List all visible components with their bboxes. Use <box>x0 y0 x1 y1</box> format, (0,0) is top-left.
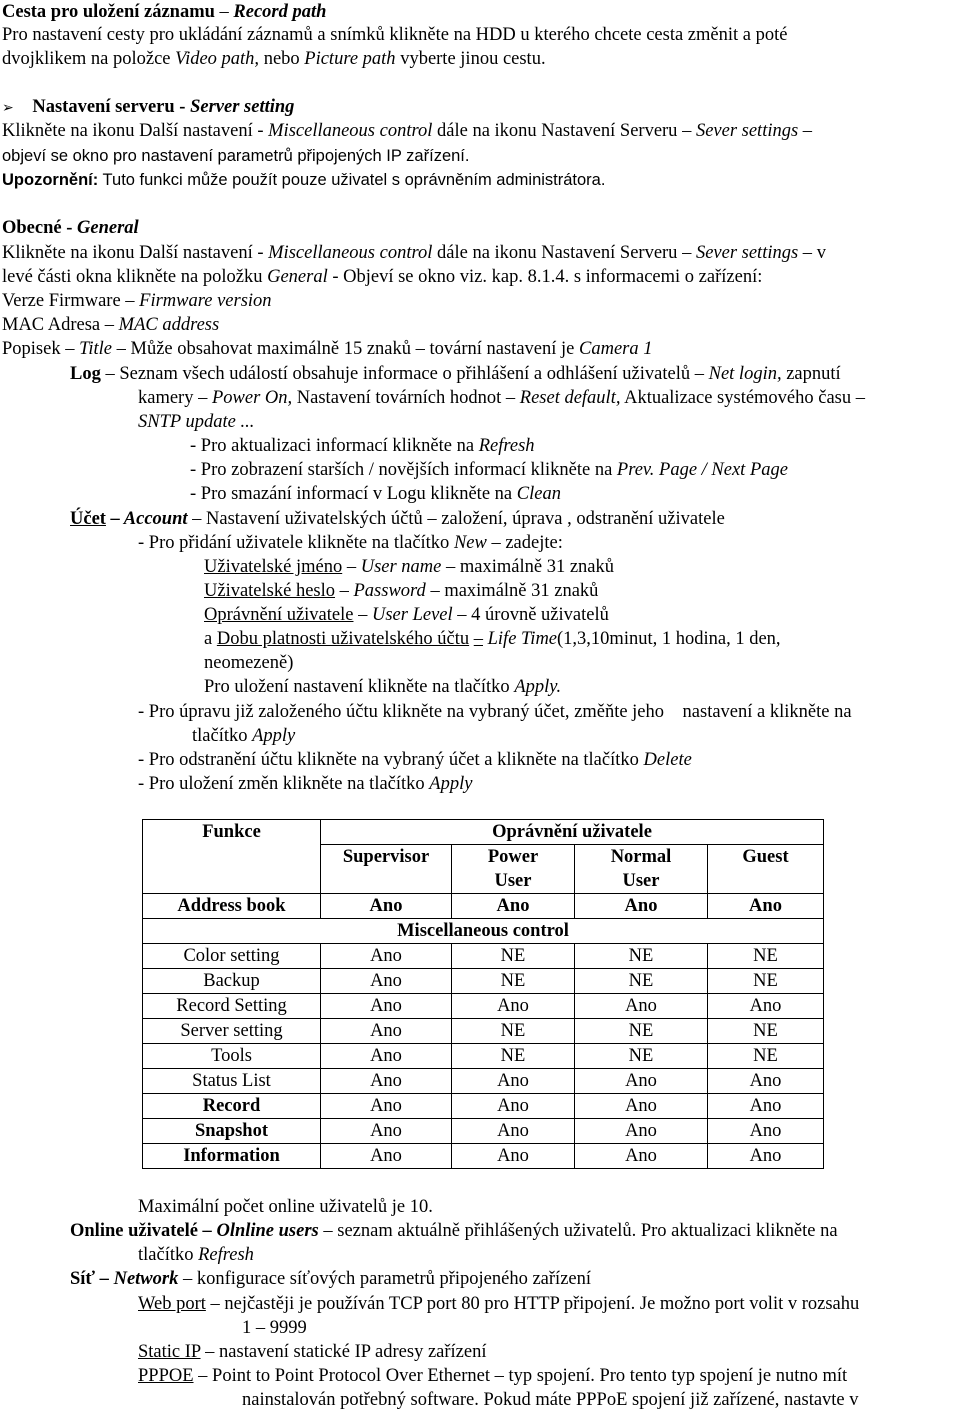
table-row: Information Ano Ano Ano Ano <box>143 1144 824 1169</box>
account-add-line: - Pro přidání uživatele klikněte na tlačítko New – zadejte: <box>138 533 563 553</box>
table-row: Snapshot Ano Ano Ano Ano <box>143 1119 824 1144</box>
web-port-line2: 1 – 9999 <box>242 1318 307 1338</box>
web-port-line: Web port – nejčastěji je používán TCP port 80 pro HTTP připojení. Je možno port volit v rozsahu <box>138 1294 860 1314</box>
server-setting-line2: objeví se okno pro nastavení parametrů připojených IP zařízení. <box>2 147 470 165</box>
account-save-line: Pro uložení nastavení klikněte na tlačítko Apply. <box>204 677 562 697</box>
table-header-row <box>143 820 824 845</box>
general-line1: Klikněte na ikonu Další nastavení - Miscellaneous control dále na ikonu Nastavení Serveru – Sever settings – v <box>2 243 826 263</box>
account-savechanges-line: - Pro uložení změn klikněte na tlačítko Apply <box>138 774 473 794</box>
account-lifetime-line2: neomezeně) <box>204 653 294 673</box>
server-setting-line1: Klikněte na ikonu Další nastavení - Miscellaneous control dále na ikonu Nastavení Serveru – Sever settings – <box>2 121 813 141</box>
table-row: Status List Ano Ano Ano Ano <box>143 1069 824 1094</box>
log-line2: kamery – Power On, Nastavení továrních hodnot – Reset default, Aktualizace systémového času – <box>138 388 866 408</box>
log-item-page: - Pro zobrazení starších / novějších informací klikněte na Prev. Page / Next Page <box>190 460 788 480</box>
pppoe-line2: nainstalován potřebný software. Pokud máte PPPoE spojení již zařízené, nastavte v <box>242 1390 859 1410</box>
arrow-bullet-icon: ➢ <box>2 100 14 116</box>
account-edit-line2: tlačítko Apply <box>192 726 296 746</box>
online-users-line1: Online uživatelé – Olnline users – seznam aktuálně přihlášených uživatelů. Pro aktualizaci klikněte na <box>70 1221 838 1241</box>
header-guest: Guest <box>742 847 789 867</box>
header-supervisor: Supervisor <box>342 847 430 867</box>
log-item-clean: - Pro smazání informací v Logu klikněte na Clean <box>190 484 561 504</box>
table-section-row: Miscellaneous control <box>143 919 824 944</box>
firmware-version-line: Verze Firmware – Firmware version <box>2 291 272 311</box>
network-line1: Síť – Network – konfigurace síťových parametrů připojeného zařízení <box>70 1269 592 1289</box>
table-subheader-row: Supervisor Power User Normal User Guest <box>143 845 824 894</box>
account-line1: Účet – Account – Nastavení uživatelských účtů – založení, úprava , odstranění uživatele <box>70 509 725 529</box>
table-row: Record Ano Ano Ano Ano <box>143 1094 824 1119</box>
mac-address-line: MAC Adresa – MAC address <box>2 315 220 335</box>
log-item-refresh: - Pro aktualizaci informací klikněte na Refresh <box>190 436 535 456</box>
header-funkce: Funkce <box>202 822 261 842</box>
static-ip-line: Static IP – nastavení statické IP adresy zařízení <box>138 1342 487 1362</box>
record-path-heading: Cesta pro uložení záznamu – Record path <box>2 2 327 22</box>
table-row: Server setting Ano NE NE NE <box>143 1019 824 1044</box>
account-username-line: Uživatelské jméno – User name – maximálně 31 znaků <box>204 557 614 577</box>
server-setting-heading: ➢ Nastavení serveru - Server setting <box>2 97 295 117</box>
account-password-line: Uživatelské heslo – Password – maximálně 31 znaků <box>204 581 599 601</box>
title-line: Popisek – Title – Může obsahovat maximálně 15 znaků – tovární nastavení je Camera 1 <box>2 339 653 359</box>
account-edit-line: - Pro úpravu již založeného účtu klikněte na vybraný účet, změňte jeho nastavení a klikněte na <box>138 702 852 722</box>
log-line1: Log – Seznam všech událostí obsahuje informace o přihlášení a odhlášení uživatelů – Net login, zapnutí <box>70 364 841 384</box>
table-row: Color setting Ano NE NE NE <box>143 944 824 969</box>
table-row: Record Setting Ano Ano Ano Ano <box>143 994 824 1019</box>
general-heading: Obecné - General <box>2 218 139 238</box>
record-path-line1: Pro nastavení cesty pro ukládání záznamů a snímků klikněte na HDD u kterého chcete cesta změnit a poté <box>2 25 788 45</box>
max-online-line: Maximální počet online uživatelů je 10. <box>138 1197 433 1217</box>
account-lifetime-line: a Dobu platnosti uživatelského účtu – Life Time(1,3,10minut, 1 hodina, 1 den, <box>204 629 781 649</box>
record-path-line2: dvojklikem na položce Video path, nebo Picture path vyberte jinou cestu. <box>2 49 546 69</box>
log-line3: SNTP update ... <box>138 412 255 432</box>
account-delete-line: - Pro odstranění účtu klikněte na vybraný účet a klikněte na tlačítko Delete <box>138 750 692 770</box>
account-level-line: Oprávnění uživatele – User Level – 4 úrovně uživatelů <box>204 605 609 625</box>
permissions-table <box>142 819 824 1169</box>
header-opravneni: Oprávnění uživatele <box>492 822 652 842</box>
table-row: Tools Ano NE NE NE <box>143 1044 824 1069</box>
general-line2: levé části okna klikněte na položku General - Objeví se okno viz. kap. 8.1.4. s informacemi o zařízení: <box>2 267 763 287</box>
server-setting-warning: Upozornění: Tuto funkci může použít pouze uživatel s oprávněním administrátora. <box>2 171 606 189</box>
table-row: Backup Ano NE NE NE <box>143 969 824 994</box>
pppoe-line: PPPOE – Point to Point Protocol Over Ethernet – typ spojení. Pro tento typ spojení je nutno mít <box>138 1366 848 1386</box>
online-users-line2: tlačítko Refresh <box>138 1245 254 1265</box>
table-row: Address book Ano Ano Ano Ano <box>143 894 824 919</box>
